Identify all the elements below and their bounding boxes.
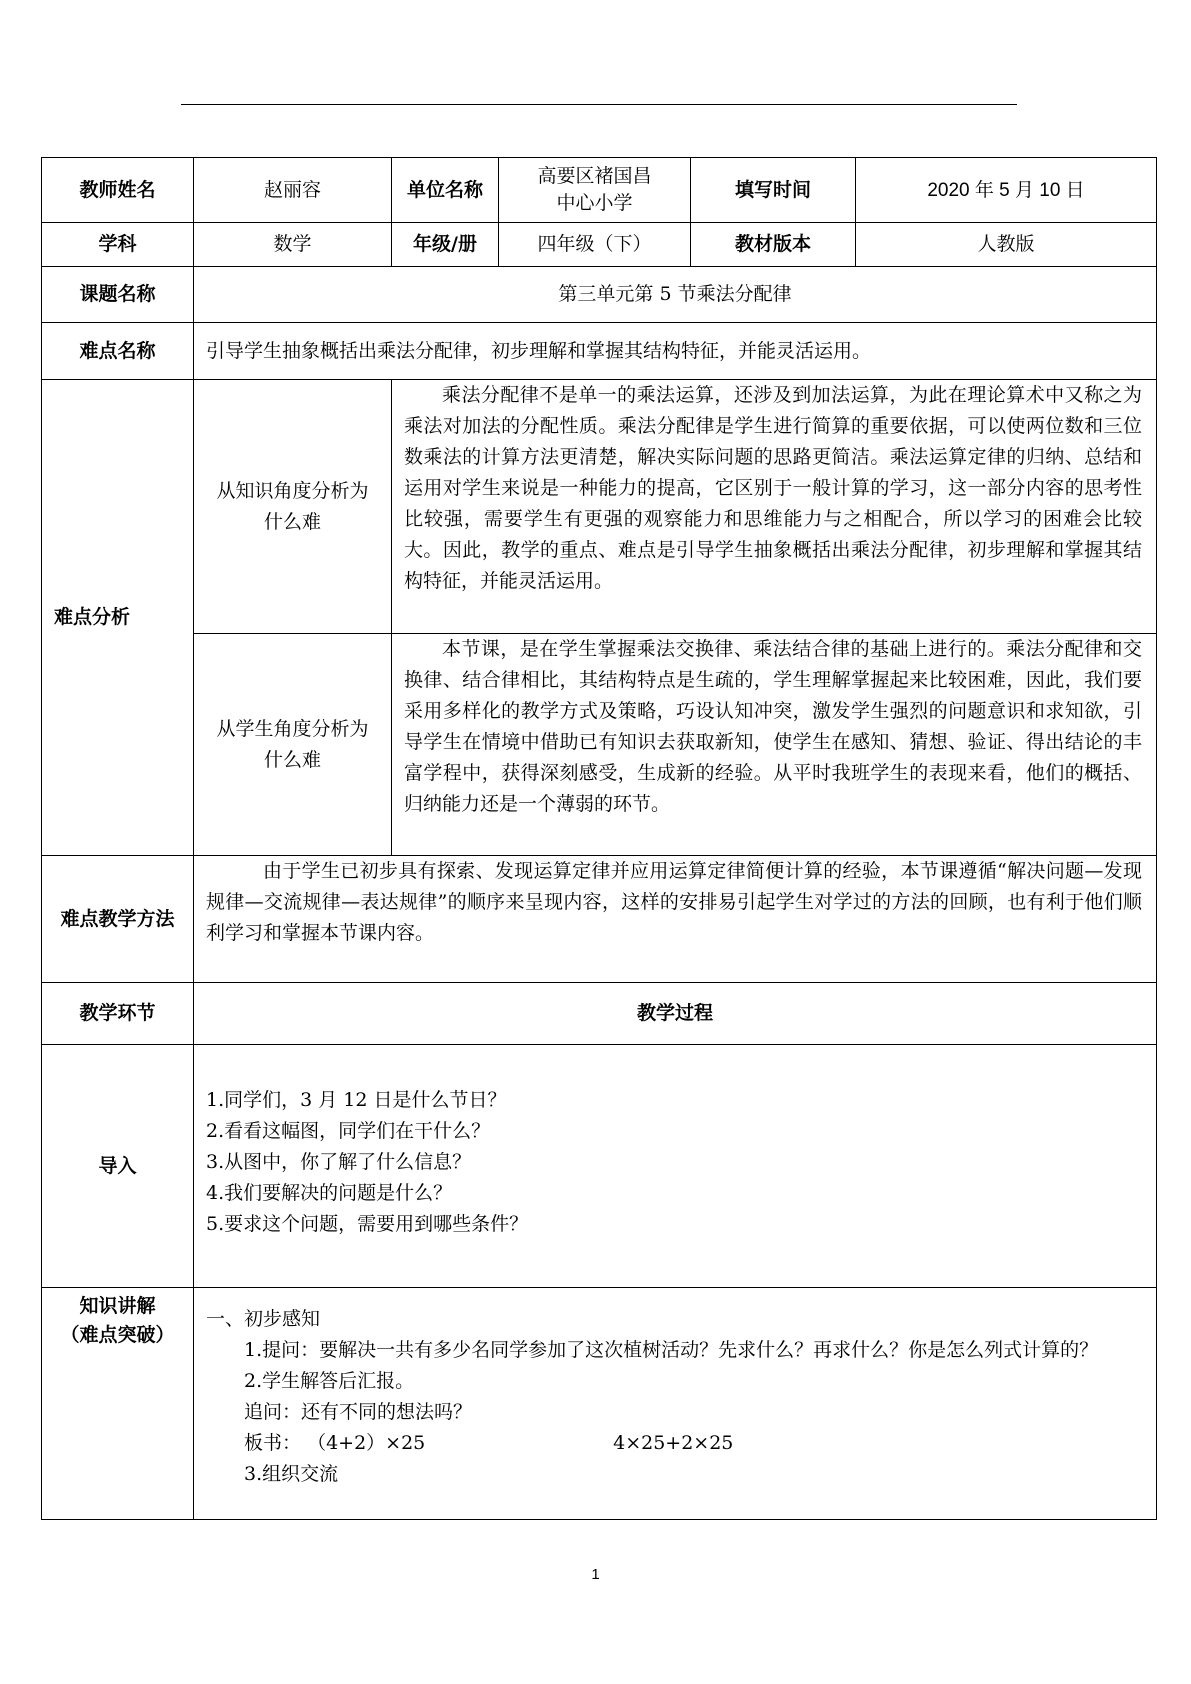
difficulty-row bbox=[42, 323, 1157, 380]
student-angle-label bbox=[194, 634, 392, 856]
method-text bbox=[194, 856, 1157, 983]
date-value: 2020 年 5 月 10 日 bbox=[856, 158, 1157, 223]
subject-value: 数学 bbox=[194, 223, 392, 267]
question-1: 1.提问：要解决一共有多少名同学参加了这次植树活动？先求什么？再求什么？你是怎么列式计算的？ bbox=[244, 1339, 1099, 1361]
knowledge-angle-label-line2: 什么难 bbox=[263, 510, 321, 533]
page-number: 1 bbox=[591, 1566, 600, 1583]
header-rule bbox=[181, 104, 1017, 105]
lesson-plan-table bbox=[41, 157, 1157, 1520]
intro-item: 5.要求这个问题，需要用到哪些条件？ bbox=[206, 1213, 529, 1235]
info-row-2 bbox=[42, 223, 1157, 267]
date-label: 填写时间 bbox=[691, 158, 856, 223]
teacher-value: 赵丽容 bbox=[194, 158, 392, 223]
intro-item: 3.从图中，你了解了什么信息？ bbox=[206, 1151, 472, 1173]
question-2: 2.学生解答后汇报。 bbox=[244, 1370, 415, 1392]
student-angle-paragraph: 本节课，是在学生掌握乘法交换律、乘法结合律的基础上进行的。乘法分配律和交换律、结合律相比，其结构特点是生疏的，学生理解掌握起来比较困难，因此，我们要采用多样化的教学方式及策略，巧设认知冲突，激发学生强烈的问题意识和求知欲，引导学生在情境中借助已有知识去获取新知，使学生在感知、猜想、验证、得出结论的丰富学程中，获得深刻感受，生成新的经验。从平时我班学生的表现来看，他们的概括、归纳能力还是一个薄弱的环节。 bbox=[404, 638, 1142, 815]
student-angle-text bbox=[392, 634, 1157, 856]
intro-label: 导入 bbox=[42, 1045, 194, 1288]
knowledge-label-line2: （难点突破） bbox=[60, 1324, 175, 1346]
edition-label: 教材版本 bbox=[691, 223, 856, 267]
intro-item: 4.我们要解决的问题是什么？ bbox=[206, 1182, 453, 1204]
student-angle-label-line1: 从学生角度分析为 bbox=[216, 717, 369, 740]
question-3: 3.组织交流 bbox=[244, 1463, 339, 1485]
process-header: 教学过程 bbox=[194, 983, 1157, 1045]
method-paragraph: 由于学生已初步具有探索、发现运算定律并应用运算定律简便计算的经验，本节课遵循“解决问题—发现规律—交流规律—表达规律”的顺序来呈现内容，这样的安排易引起学生对学过的方法的回顾，也有利于他们顺利学习和掌握本节课内容。 bbox=[206, 860, 1142, 944]
topic-value: 第三单元第 5 节乘法分配律 bbox=[194, 267, 1157, 323]
board-notes bbox=[206, 1428, 1144, 1459]
intro-row bbox=[42, 1045, 1157, 1288]
edition-value: 人教版 bbox=[856, 223, 1157, 267]
knowledge-angle-label bbox=[194, 380, 392, 634]
grade-value: 四年级（下） bbox=[499, 223, 691, 267]
topic-row bbox=[42, 267, 1157, 323]
unit-value-line2: 中心小学 bbox=[556, 192, 633, 214]
section-title: 一、初步感知 bbox=[206, 1308, 321, 1330]
knowledge-angle-paragraph: 乘法分配律不是单一的乘法运算，还涉及到加法运算，为此在理论算术中又称之为乘法对加法的分配性质。乘法分配律是学生进行简算的重要依据，可以使两位数和三位数乘法的计算方法更清楚，解决实际问题的思路更简洁。乘法运算定律的归纳、总结和运用对学生来说是一种能力的提高，它区别于一般计算的学习，这一部分内容的思考性比较强，需要学生有更强的观察能力和思维能力与之相配合，所以学习的困难会比较大。因此，教学的重点、难点是引导学生抽象概括出乘法分配律，初步理解和掌握其结构特征，并能灵活运用。 bbox=[404, 384, 1142, 592]
process-header-row bbox=[42, 983, 1157, 1045]
knowledge-angle-text bbox=[392, 380, 1157, 634]
unit-label: 单位名称 bbox=[392, 158, 499, 223]
board-expression-2: 4×25+2×25 bbox=[613, 1432, 734, 1454]
analysis-knowledge-row bbox=[42, 380, 1157, 634]
grade-label: 年级/册 bbox=[392, 223, 499, 267]
stage-header: 教学环节 bbox=[42, 983, 194, 1045]
knowledge-content bbox=[194, 1288, 1157, 1520]
info-row-1 bbox=[42, 158, 1157, 223]
difficulty-label: 难点名称 bbox=[42, 323, 194, 380]
intro-content bbox=[194, 1045, 1157, 1288]
method-label: 难点教学方法 bbox=[42, 856, 194, 983]
unit-value-line1: 高要区褚国昌 bbox=[537, 165, 652, 187]
intro-item: 1.同学们，3 月 12 日是什么节日？ bbox=[206, 1089, 507, 1111]
board-label: 板书： bbox=[244, 1432, 302, 1454]
analysis-student-row bbox=[42, 634, 1157, 856]
knowledge-label bbox=[42, 1288, 194, 1520]
followup-question: 追问：还有不同的想法吗？ bbox=[244, 1401, 473, 1423]
analysis-label: 难点分析 bbox=[42, 380, 194, 856]
board-expression-1: （4+2）×25 bbox=[307, 1432, 426, 1454]
topic-label: 课题名称 bbox=[42, 267, 194, 323]
knowledge-angle-label-line1: 从知识角度分析为 bbox=[216, 479, 369, 502]
knowledge-row bbox=[42, 1288, 1157, 1520]
student-angle-label-line2: 什么难 bbox=[263, 748, 321, 771]
subject-label: 学科 bbox=[42, 223, 194, 267]
difficulty-value: 引导学生抽象概括出乘法分配律，初步理解和掌握其结构特征，并能灵活运用。 bbox=[194, 323, 1157, 380]
knowledge-label-line1: 知识讲解 bbox=[79, 1295, 156, 1317]
teacher-label: 教师姓名 bbox=[42, 158, 194, 223]
intro-item: 2.看看这幅图，同学们在干什么？ bbox=[206, 1120, 491, 1142]
method-row bbox=[42, 856, 1157, 983]
unit-value bbox=[499, 158, 691, 223]
